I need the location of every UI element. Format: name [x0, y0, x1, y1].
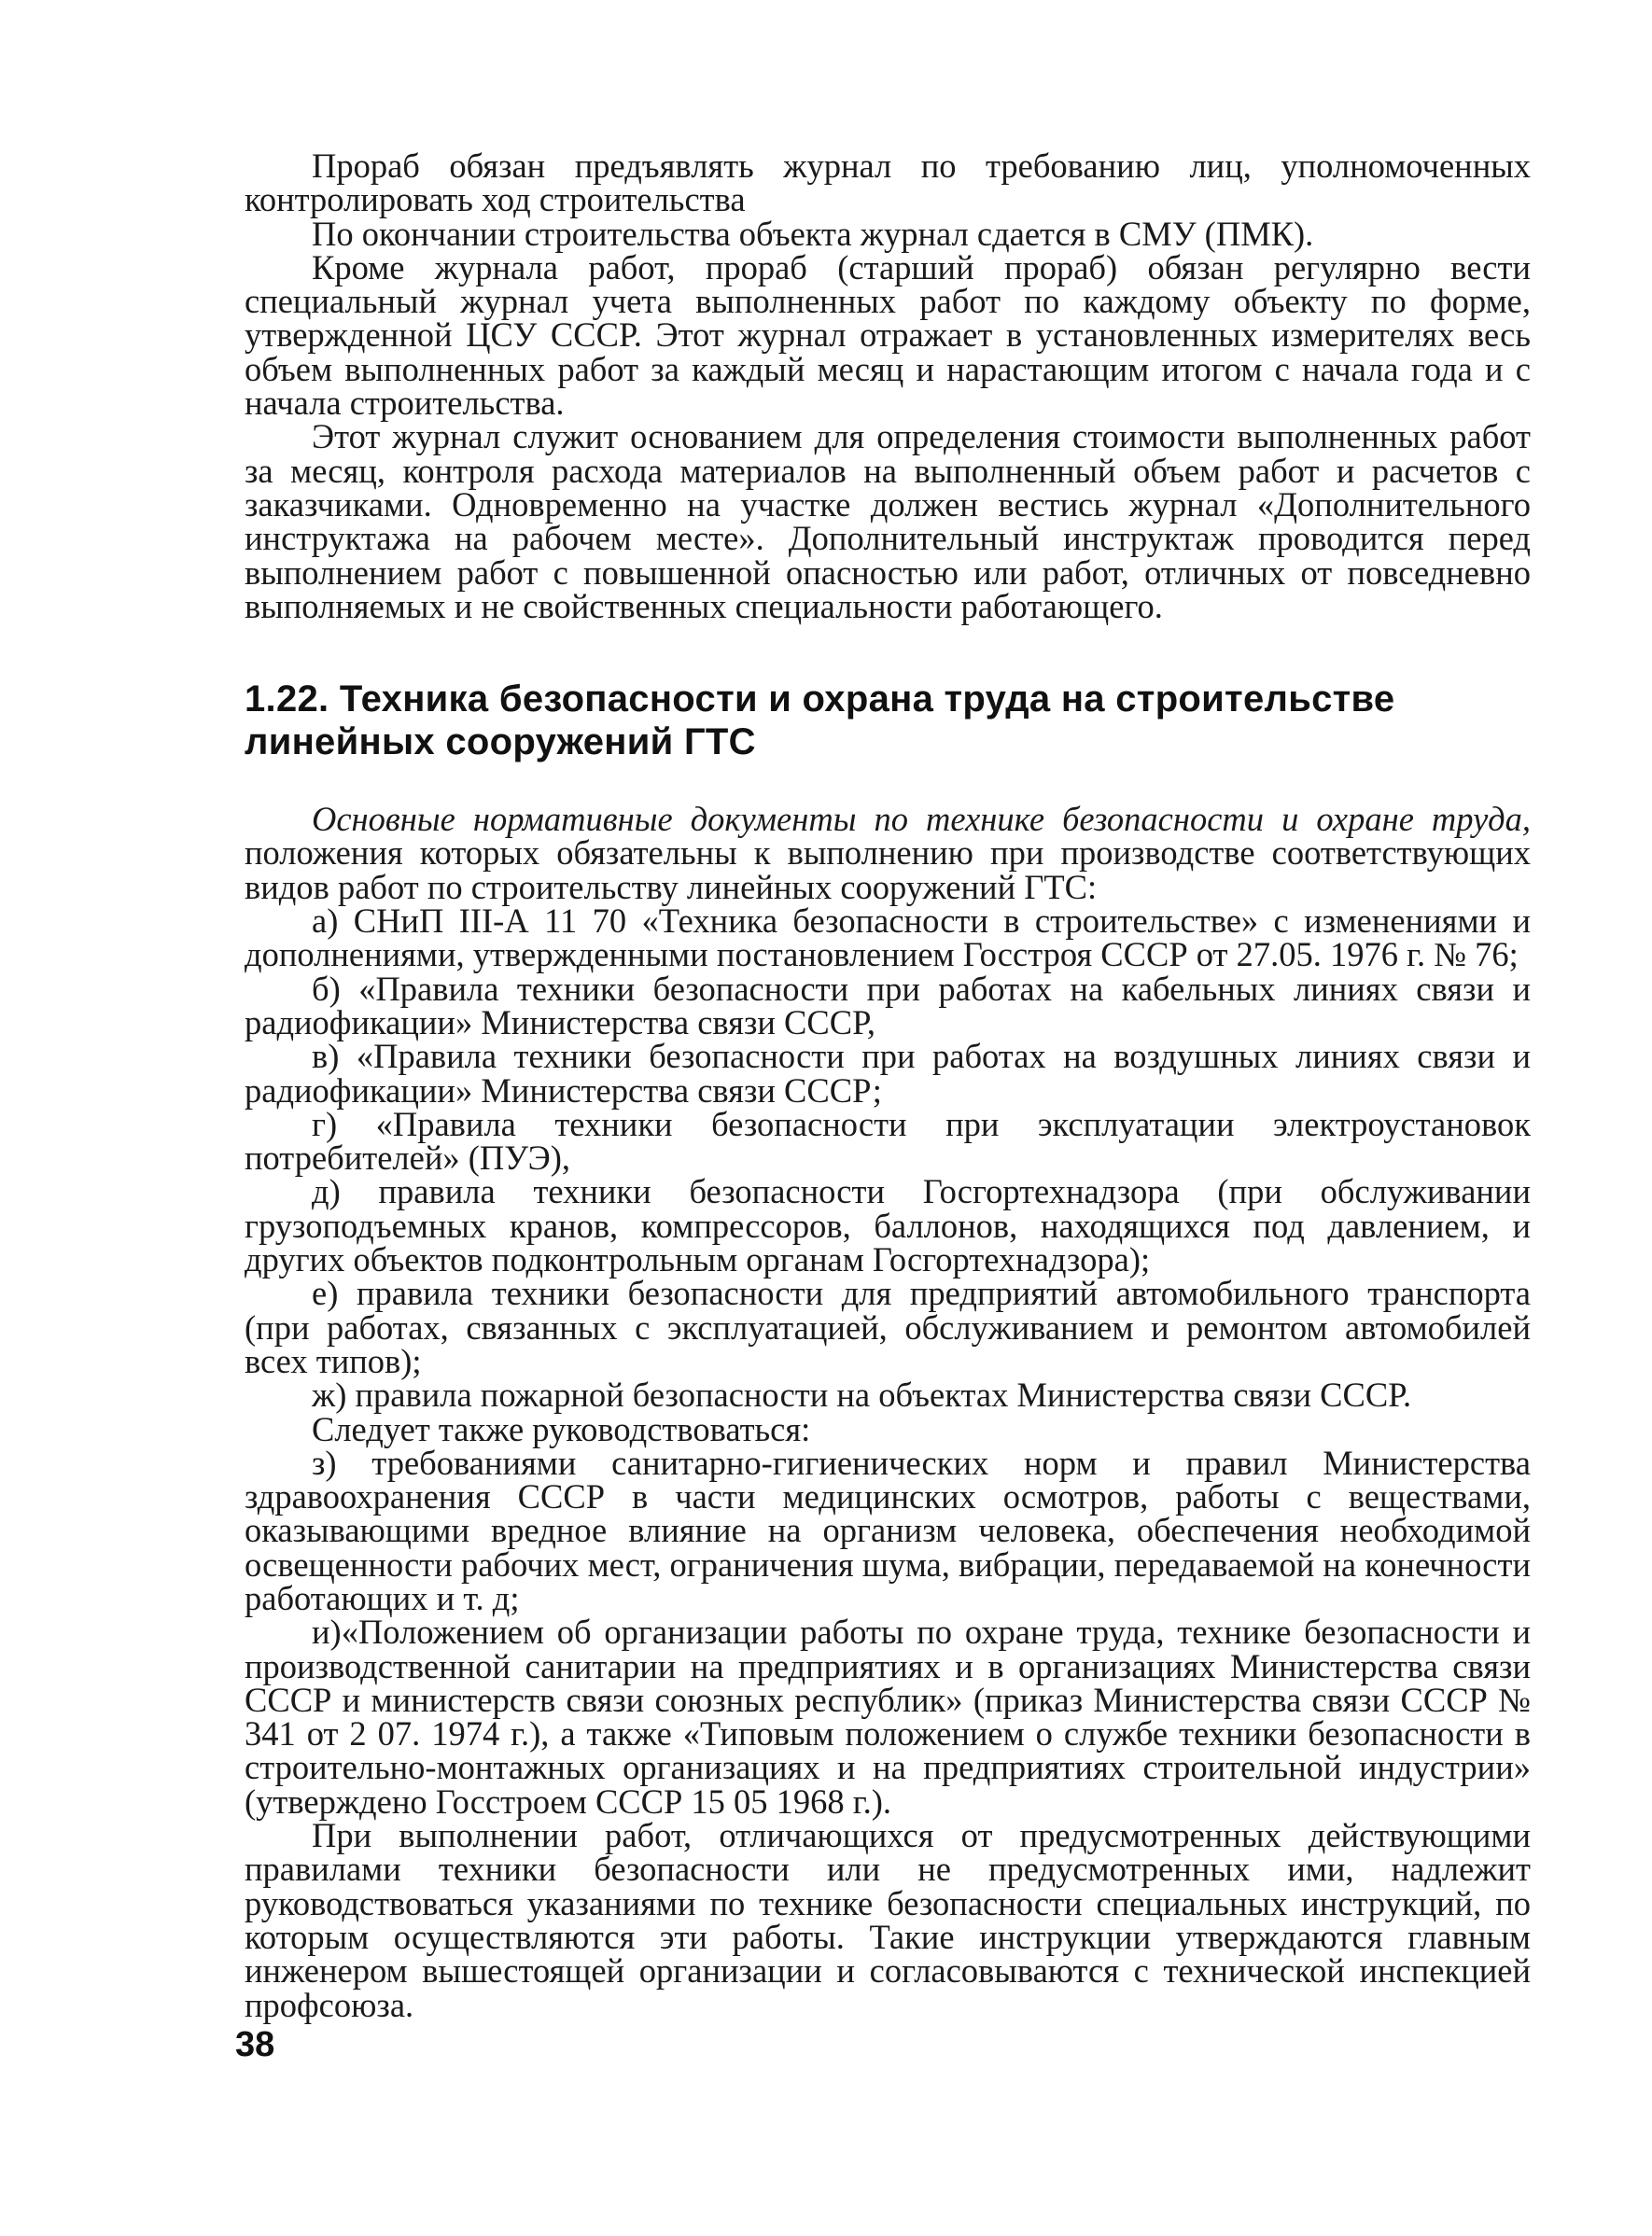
section-title-line1: Техника безопасности и охрана труда на строительстве	[339, 678, 1395, 720]
section-lead-italic: Основные нормативные документы по технике безопасности и охране труда,	[312, 800, 1531, 839]
intro-paragraph-4: Этот журнал служит основанием для определения стоимости выполненных работ за месяц, контроля расхода материалов на выполненный объем работ и расчетов с заказчиками. Одновременно на участке должен вестись журнал «Дополнительного инструктажа на рабочем месте». Дополнительный инструктаж проводится перед выполнением работ с повышенной опасностью или работ, отличных от повседневно выполняемых и не свойственных специальности работающего.	[245, 417, 1531, 625]
list-item-v: в) «Правила техники безопасности при работах на воздушных линиях связи и радиофикации» Министерства связи СССР;	[245, 1037, 1531, 1110]
list-item-i: и)«Положением об организации работы по охране труда, технике безопасности и производственной санитарии на предприятиях и в организациях Министерства связи СССР и министерств связи союзных республик» (приказ Министерства связи СССР № 341 от 2 07. 1974 г.), а также «Типовым положением о службе техники безопасности в строительно-монтажных организациях и на предприятиях строительной индустрии» (утверждено Госстроем СССР 15 05 1968 г.).	[245, 1613, 1531, 1821]
list-item-g: г) «Правила техники безопасности при эксплуатации электроустановок потребителей» (ПУЭ),	[245, 1104, 1531, 1178]
list-item-z: з) требованиями санитарно-гигиенических норм и правил Министерства здравоохранения СССР в части медицинских осмотров, работы с веществами, оказывающими вредное влияние на организм человека, обеспечения необходимой освещенности рабочих мест, ограничения шума, вибрации, передаваемой на конечности работающих и т. д;	[245, 1443, 1531, 1617]
page-body	[245, 149, 1531, 2022]
intro-paragraph-2: По окончании строительства объекта журнал сдается в СМУ (ПМК).	[312, 214, 1314, 253]
list-item-e: е) правила техники безопасности для предприятий автомобильного транспорта (при работах, связанных с эксплуатацией, обслуживанием и ремонтом автомобилей всех типов);	[245, 1274, 1531, 1380]
section-lead-rest: положения которых обязательны к выполнению при производстве соответствующих видов работ по строительству линейных сооружений ГТС:	[245, 833, 1531, 906]
section-title-line2: линейных сооружений ГТС	[245, 721, 756, 763]
list-item-a: а) СНиП III-А 11 70 «Техника безопасности в строительстве» с изменениями и дополнениями, утвержденными постановлением Госстроя СССР от 27.05. 1976 г. № 76;	[245, 901, 1531, 974]
list-item-d: д) правила техники безопасности Госгортехнадзора (при обслуживании грузоподъемных кранов, компрессоров, баллонов, находящихся под давлением, и других объектов подконтрольным органам Госгортехнадзора);	[245, 1172, 1531, 1279]
intro-paragraph-1: Прораб обязан предъявлять журнал по требованию лиц, уполномоченных контролировать ход строительства	[245, 147, 1531, 219]
section-lead	[245, 800, 1531, 906]
closing-paragraph: При выполнении работ, отличающихся от предусмотренных действующими правилами техники безопасности или не предусмотренных ими, надлежит руководствоваться указаниями по технике безопасности специальных инструкций, по которым осуществляются эти работы. Такие инструкции утверждаются главным инженером вышестоящей организации и согласовываются с технической инспекцией профсоюза.	[245, 1816, 1531, 2024]
list-item-zh: ж) правила пожарной безопасности на объектах Министерства связи СССР.	[312, 1376, 1412, 1415]
page-number: 38	[235, 2025, 275, 2064]
section-number: 1.22.	[245, 678, 329, 720]
section-heading	[245, 678, 1531, 763]
intro-paragraph-3: Кроме журнала работ, прораб (старший прораб) обязан регулярно вести специальный журнал учета выполненных работ по каждому объекту по форме, утвержденной ЦСУ СССР. Этот журнал отражает в установленных измерителях весь объем выполненных работ за каждый месяц и нарастающим итогом с начала года и с начала строительства.	[245, 247, 1531, 423]
follow-text: Следует также руководствоваться:	[312, 1409, 811, 1448]
list-item-b: б) «Правила техники безопасности при работах на кабельных линиях связи и радиофикации» Министерства связи СССР,	[245, 969, 1531, 1041]
